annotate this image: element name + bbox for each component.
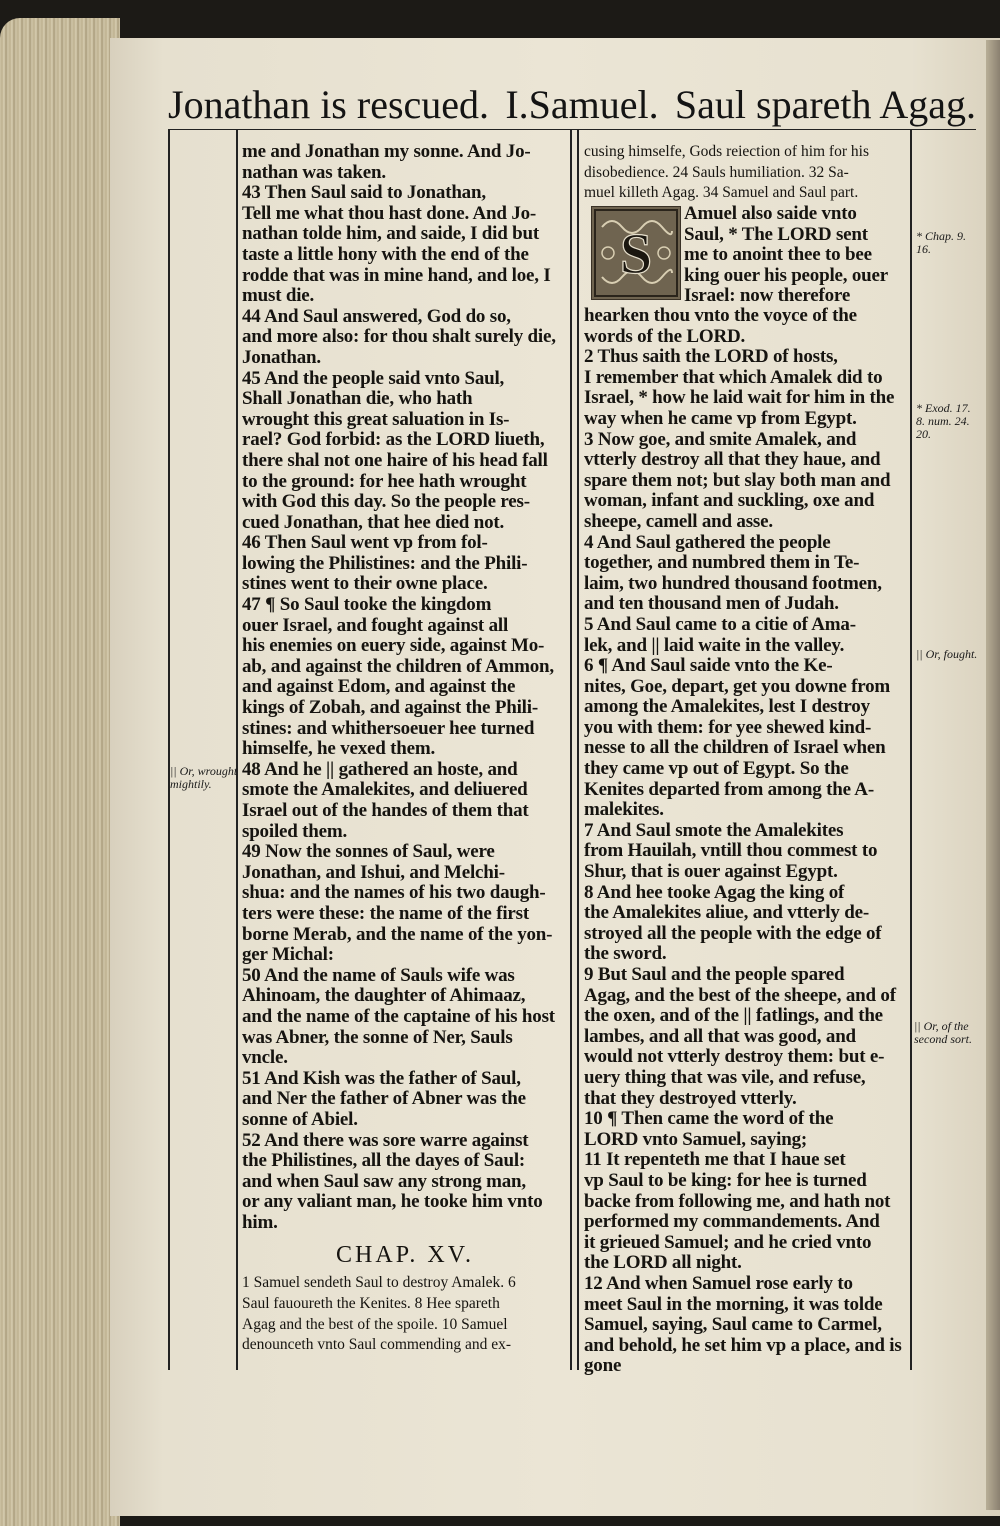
text-line: his enemies on euery side, against Mo- [242,636,545,657]
text-line: ters were these: the name of the first [242,903,529,924]
text-line: 6 ¶ And Saul saide vnto the Ke- [584,656,833,677]
text-line: 8 And hee tooke Agag the king of [584,882,845,903]
text-line: nites, Goe, depart, get you downe from [584,676,891,697]
text-line: nathan tolde him, and saide, I did but [242,224,540,245]
text-line: lek, and || laid waite in the valley. [584,635,845,656]
text-line: you with them: for yee shewed kind- [584,717,872,738]
center-column-rule-a [570,130,572,1370]
text-line: was Abner, the sonne of Ner, Sauls [242,1027,513,1048]
text-line: vp Saul to be king: for hee is turned [584,1170,867,1191]
text-line: it grieued Samuel; and he cried vnto [584,1232,872,1253]
text-line: the Philistines, all the dayes of Saul: [242,1151,526,1172]
text-line: and against Edom, and against the [242,677,516,698]
text-line: me to anoint thee to bee [684,245,872,266]
chapter-summary-line: 1 Samuel sendeth Saul to destroy Amalek. 6 [242,1274,516,1292]
text-line: Agag, and the best of the sheepe, and of [584,985,896,1006]
right-margin-rule [910,130,912,1370]
ornament-icon [592,207,680,299]
text-line: Ahinoam, the daughter of Ahimaaz, [242,986,526,1007]
text-line: 47 ¶ So Saul tooke the kingdom [242,595,492,616]
text-line: Tell me what thou hast done. And Jo- [242,203,537,224]
text-line: Kenites departed from among the A- [584,779,874,800]
text-line: spoiled them. [242,821,348,842]
text-line: Israel: now therefore [684,286,851,307]
text-line: 50 And the name of Sauls wife was [242,965,515,986]
text-line: that they destroyed vtterly. [584,1088,797,1109]
text-line: from Hauilah, vntill thou commest to [584,841,878,862]
text-line: or any valiant man, he tooke him vnto [242,1192,543,1213]
chapter-summary-line: disobedience. 24 Sauls humiliation. 32 Sa- [584,163,849,181]
right-text-column [584,306,908,1377]
text-line: malekites. [584,800,664,821]
center-column-rule-b [577,130,579,1370]
text-line: kings of Zobah, and against the Phili- [242,698,538,719]
text-line: sheepe, camell and asse. [584,511,773,532]
text-line: and ten thousand men of Judah. [584,594,839,615]
text-line: I remember that which Amalek did to [584,367,883,388]
text-line: Samuel, saying, Saul came to Carmel, [584,1315,882,1336]
text-line: the sword. [584,944,667,965]
text-line: must die. [242,286,315,307]
text-line: Jonathan, and Ishui, and Melchi- [242,862,505,883]
text-line: 5 And Saul came to a citie of Ama- [584,614,856,635]
text-line: vncle. [242,1048,288,1069]
text-line: 2 Thus saith the LORD of hosts, [584,347,838,368]
text-line: Jonathan. [242,347,321,368]
initial-letter: S [619,221,653,286]
text-line: and Ner the father of Abner was the [242,1089,526,1110]
text-line: there shal not one haire of his head fall [242,450,548,471]
text-line: words of the LORD. [584,326,746,347]
next-page-edge [986,40,1000,1510]
text-line: would not vtterly destroy them: but e- [584,1047,885,1068]
text-line: Shall Jonathan die, who hath [242,389,473,410]
text-line: 4 And Saul gathered the people [584,532,831,553]
text-line: the Amalekites aliue, and vtterly de- [584,903,869,924]
text-line: way when he came vp from Egypt. [584,408,857,429]
text-line: 46 Then Saul went vp from fol- [242,533,488,554]
header-center: I.Samuel. [505,82,659,127]
text-line: ouer Israel, and fought against all [242,615,509,636]
outer-frame-left-rule [168,130,170,1370]
text-line: taste a little hony with the end of the [242,244,529,265]
book-page-edges [0,18,120,1526]
text-line: vtterly destroy all that they haue, and [584,450,881,471]
text-line: Saul, * The LORD sent [684,224,868,245]
text-line: they came vp out of Egypt. So the [584,759,849,780]
text-line: uery thing that was vile, and refuse, [584,1067,866,1088]
text-line: with God this day. So the people res- [242,492,530,513]
running-header [168,78,976,130]
text-line: performed my commandements. And [584,1212,880,1233]
right-summary-block [584,142,908,204]
text-line: 49 Now the sonnes of Saul, were [242,842,495,863]
text-line: borne Merab, and the name of the yon- [242,924,553,945]
text-line: 7 And Saul smote the Amalekites [584,820,844,841]
text-line: 3 Now goe, and smite Amalek, and [584,429,857,450]
text-line: ab, and against the children of Ammon, [242,656,554,677]
text-line: and behold, he set him vp a place, and is [584,1335,902,1356]
text-line: laim, two hundred thousand footmen, [584,573,882,594]
text-line: 9 But Saul and the people spared [584,965,845,985]
chapter-summary-line: cusing himselfe, Gods reiection of him for his [584,143,869,160]
text-line: stines went to their owne place. [242,574,488,595]
text-line: king ouer his people, ouer [684,265,889,286]
left-text-column [242,142,568,1356]
right-margin-note-chap9: * Chap. 9. 16. [916,229,967,256]
text-line: stroyed all the people with the edge of [584,923,882,944]
text-line: Amuel also saide vnto [684,204,857,224]
text-line: 45 And the people said vnto Saul, [242,368,505,389]
text-line: 48 And he || gathered an hoste, and [242,759,518,780]
left-margin-rule [236,130,238,1370]
text-line: among the Amalekites, lest I destroy [584,697,870,718]
text-line: himselfe, he vexed them. [242,739,436,760]
text-line: LORD vnto Samuel, saying; [584,1129,808,1150]
text-line: Israel, * how he laid wait for him in the [584,388,895,409]
text-line: shua: and the names of his two daugh- [242,883,546,904]
text-line: 12 And when Samuel rose early to [584,1273,853,1294]
decorated-initial-s [591,206,681,300]
text-line: and more also: for thou shalt surely die, [242,327,556,348]
text-line: meet Saul in the morning, it was tolde [584,1294,883,1315]
left-margin-note: || Or, wrought mightily. [170,764,238,791]
right-margin-note-fought: || Or, fought. [916,647,978,661]
text-line: 11 It repenteth me that I haue set [584,1150,846,1171]
text-line: gone [584,1356,622,1377]
text-line: 10 ¶ Then came the word of the [584,1109,834,1130]
text-line: stines: and whithersoeuer hee turned [242,718,535,739]
text-line: nathan was taken. [242,162,386,183]
text-line: rael? God forbid: as the LORD liueth, [242,430,545,451]
text-line: Shur, that is ouer against Egypt. [584,862,838,883]
chapter-summary-line: denounceth vnto Saul commending and ex- [242,1336,512,1354]
text-line: rodde that was in mine hand, and loe, I [242,265,551,286]
text-line: lowing the Philistines: and the Phili- [242,553,528,574]
text-line: me and Jonathan my sonne. And Jo- [242,142,531,162]
chapter-summary-line: Saul fauoureth the Kenites. 8 Hee spareth [242,1295,500,1313]
text-line: backe from following me, and hath not [584,1191,891,1212]
initial-wrap-lines [684,204,910,307]
text-line: 43 Then Saul said to Jonathan, [242,183,486,204]
text-line: and when Saul saw any strong man, [242,1171,526,1192]
text-line: lambes, and all that was good, and [584,1026,856,1047]
text-line: together, and numbred them in Te- [584,553,860,574]
text-line: wrought this great saluation in Is- [242,409,510,430]
header-left: Jonathan is rescued. [168,82,490,127]
text-line: to the ground: for hee hath wrought [242,471,527,492]
chapter-summary-line: muel killeth Agag. 34 Samuel and Saul part. [584,184,859,202]
chapter-heading: CHAP. XV. [336,1242,474,1269]
text-line: the LORD all night. [584,1253,742,1274]
right-margin-note-second-sort: || Or, of the second sort. [914,1019,972,1046]
text-line: 51 And Kish was the father of Saul, [242,1068,521,1089]
text-line: hearken thou vnto the voyce of the [584,306,857,326]
right-margin-note-exod: * Exod. 17. 8. num. 24. 20. [916,401,971,441]
text-line: cued Jonathan, that hee died not. [242,512,505,533]
text-line: spare them not; but slay both man and [584,470,891,491]
text-line: nesse to all the children of Israel when [584,738,886,759]
text-line: the oxen, and of the || fatlings, and the [584,1006,883,1027]
text-line: him. [242,1212,278,1233]
text-line: 44 And Saul answered, God do so, [242,306,511,327]
text-line: Israel out of the handes of them that [242,801,529,821]
text-line: sonne of Abiel. [242,1109,358,1130]
text-line: and the name of the captaine of his host [242,1006,555,1027]
header-right: Saul spareth Agag. [674,82,976,127]
text-line: smote the Amalekites, and deliuered [242,780,528,801]
chapter-summary-line: Agag and the best of the spoile. 10 Samuel [242,1315,508,1333]
text-line: ger Michal: [242,945,334,966]
text-line: woman, infant and suckling, oxe and [584,491,875,512]
text-line: 52 And there was sore warre against [242,1130,529,1151]
